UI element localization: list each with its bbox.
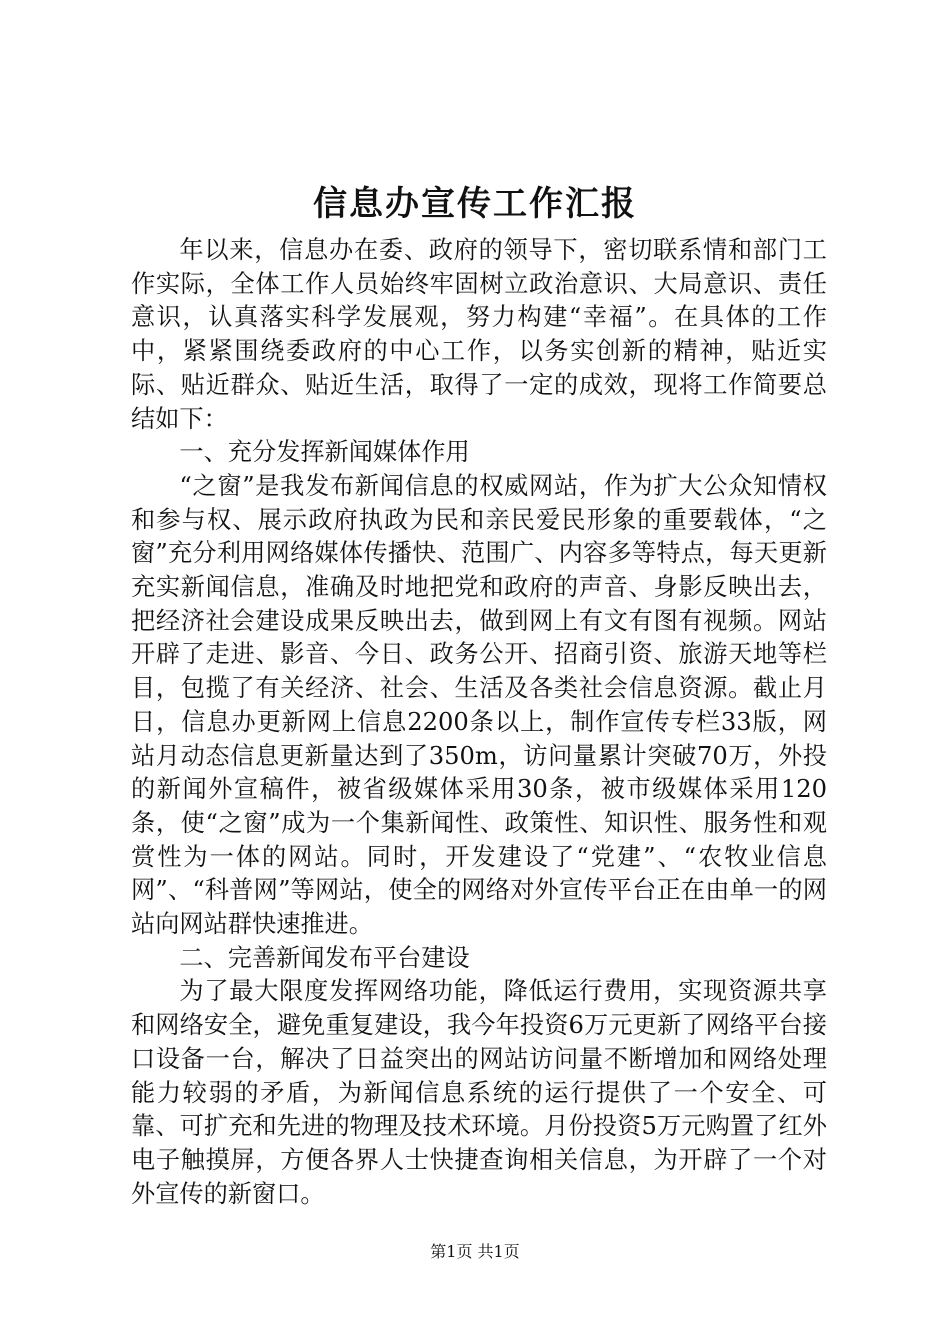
section-paragraph-2: 为了最大限度发挥网络功能，降低运行费用，实现资源共享和网络安全，避免重复建设，我今年投资6万元更新了网络平台接口设备一台，解决了日益突出的网站访问量不断增加和网络处理能力较弱的矛盾，为新闻信息系统的运行提供了一个安全、可靠、可扩充和先进的物理及技术环境。月份投资5万元购置了红外电子触摸屏，方便各界人士快捷查询相关信息，为开辟了一个对外宣传的新窗口。 [131,977,827,1208]
document-body [131,234,827,1211]
intro-paragraph: 年以来，信息办在委、政府的领导下，密切联系情和部门工作实际，全体工作人员始终牢固树立政治意识、大局意识、责任意识，认真落实科学发展观，努力构建“幸福”。在具体的工作中，紧紧围绕委政府的中心工作，以务实创新的精神，贴近实际、贴近群众、贴近生活，取得了一定的成效，现将工作简要总结如下： [131,236,827,433]
page-footer: 第1页 共1页 [430,1242,520,1261]
section-heading-2: 二、完善新闻发布平台建设 [179,943,470,972]
section-heading-1: 一、充分发挥新闻媒体作用 [179,438,470,467]
section-paragraph-1: “之窗”是我发布新闻信息的权威网站，作为扩大公众知情权和参与权、展示政府执政为民和亲民爱民形象的重要载体，“之窗”充分利用网络媒体传播快、范围广、内容多等特点，每天更新充实新闻信息，准确及时地把党和政府的声音、身影反映出去，把经济社会建设成果反映出去，做到网上有文有图有视频。网站开辟了走进、影音、今日、政务公开、招商引资、旅游天地等栏目，包揽了有关经济、社会、生活及各类社会信息资源。截止月日，信息办更新网上信息2200条以上，制作宣传专栏33版，网站月动态信息更新量达到了350m，访问量累计突破70万，外投的新闻外宣稿件，被省级媒体采用30条，被市级媒体采用120条，使“之窗”成为一个集新闻性、政策性、知识性、服务性和观赏性为一体的网站。同时，开发建设了“党建”、“农牧业信息网”、“科普网”等网站，使全的网络对外宣传平台正在由单一的网站向网站群快速推进。 [131,471,827,939]
document-title: 信息办宣传工作汇报 [313,184,637,224]
